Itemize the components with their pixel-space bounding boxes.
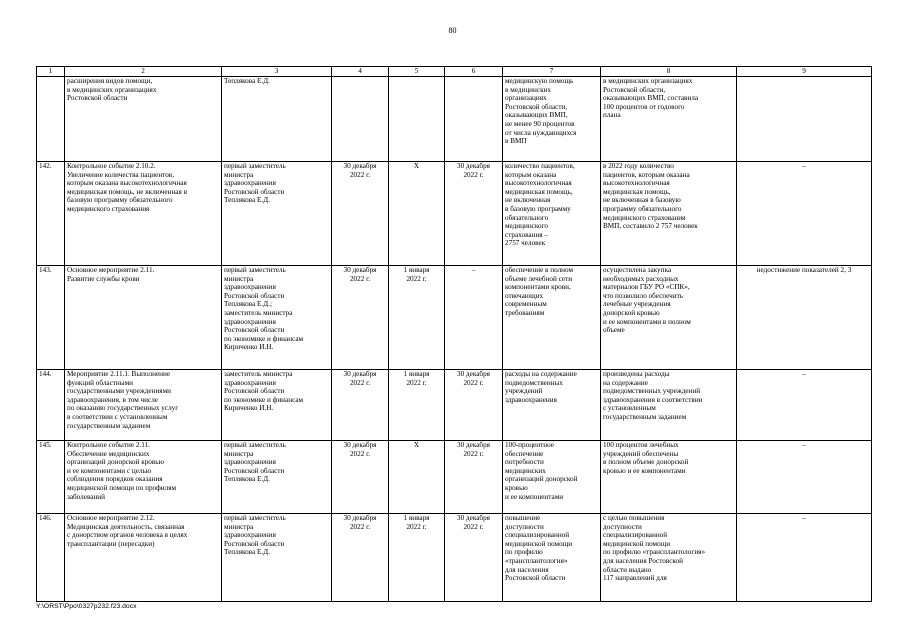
cell-text-line: Основное мероприятие 2.12.: [67, 514, 155, 522]
cell-text-line: недостижение показателей 2, 3: [756, 266, 852, 274]
cell-c4: [332, 77, 389, 162]
cell-c7: [503, 370, 601, 441]
cell-text-line: министра: [224, 170, 254, 179]
cell-text-line: необходимых расходных: [603, 274, 679, 283]
cell-text-line: Контрольное событие 2.10.2.: [67, 162, 156, 170]
cell-text-line: по экономике и финансам: [224, 334, 304, 343]
cell-c7: [503, 77, 601, 162]
cell-text-line: организаций донорской: [505, 475, 578, 484]
cell-text-line: –: [802, 441, 806, 449]
cell-text-line: здравоохранения: [505, 395, 557, 404]
cell-text-line: здравоохранения: [224, 531, 276, 540]
cell-c9: [737, 266, 872, 370]
cell-text-line: первый заместитель: [224, 266, 286, 274]
cell-text-line: государственными учреждениями: [67, 387, 172, 396]
cell-text-line: Х: [413, 441, 420, 449]
cell-text-line: не включенная в базовую: [603, 196, 681, 205]
cell-text-line: медицинская помощь,: [603, 187, 671, 196]
cell-text-line: 2022 г.: [406, 378, 427, 387]
cell-text-line: 30 декабря: [343, 162, 377, 170]
cell-text-line: плана: [603, 111, 621, 120]
column-header-3: 3: [222, 67, 332, 77]
cell-text-line: Ростовской области: [224, 291, 285, 300]
cell-text-line: Ростовской области: [224, 387, 285, 396]
cell-text-line: медицинской помощи: [505, 539, 573, 548]
cell-text-line: 2022 г.: [463, 170, 484, 179]
cell-c9: [737, 441, 872, 514]
cell-text-line: учреждений обеспечены: [603, 449, 679, 458]
cell-text-line: Ростовской области: [224, 187, 285, 196]
cell-text-line: медицинского страхования: [603, 213, 686, 222]
cell-num: [37, 370, 65, 441]
cell-c5: [389, 514, 445, 602]
cell-text-line: Ростовской области: [224, 539, 285, 548]
table-body: [37, 77, 872, 602]
cell-text-line: ВМП, составило 2 757 человек: [603, 222, 698, 231]
cell-c2: [65, 162, 222, 266]
cell-text-line: оказывающих ВМП,: [505, 111, 568, 120]
cell-num: [37, 441, 65, 514]
cell-c8: [601, 162, 737, 266]
cell-text-line: по экономике и финансам: [224, 395, 304, 404]
cell-text-line: Теплякова Е.Д.: [224, 548, 270, 557]
cell-text-line: Теплякова Е.Д.;: [224, 300, 272, 309]
cell-text-line: здравоохранения в соответствии: [603, 395, 703, 404]
cell-c8: [601, 370, 737, 441]
table-row: [37, 266, 872, 370]
cell-text-line: количество пациентов,: [505, 162, 575, 170]
column-header-9: 9: [737, 67, 872, 77]
cell-text-line: специализированной: [505, 531, 570, 540]
cell-text-line: 100 процентов от годового: [603, 102, 685, 111]
cell-c5: [389, 77, 445, 162]
cell-text-line: кровью: [505, 483, 528, 492]
cell-text-line: 2022 г.: [463, 449, 484, 458]
cell-text-line: и ее компонентами в полном: [603, 317, 691, 326]
cell-text-line: в соответствии с установленным: [67, 412, 168, 421]
cell-text-line: осуществлена закупка: [603, 266, 672, 274]
column-header-1: 1: [37, 67, 65, 77]
cell-text-line: Медицинская деятельность, связанная: [67, 522, 185, 531]
cell-text-line: Ростовской области: [224, 466, 285, 475]
cell-text-line: и ее компонентами: [505, 492, 564, 501]
cell-c5: [389, 266, 445, 370]
cell-text-line: в медицинских организациях: [603, 77, 693, 85]
table-row: [37, 77, 872, 162]
cell-text-line: 2022 г.: [406, 274, 427, 283]
cell-text-line: что позволило обеспечить: [603, 291, 684, 300]
cell-text-line: материалов ГБУ РО «СПК»,: [603, 283, 690, 292]
cell-text-line: высокотехнологичная: [505, 179, 572, 188]
cell-c8: [601, 441, 737, 514]
cell-text-line: доступности: [505, 522, 544, 531]
cell-text-line: не включенная: [505, 196, 551, 205]
cell-c6: [445, 266, 503, 370]
cell-c7: [503, 441, 601, 514]
table-header: [37, 67, 872, 77]
cell-text-line: 1 января: [403, 370, 430, 378]
cell-text-line: Мероприятие 2.11.1. Выполнение: [67, 370, 171, 378]
cell-text-line: Теплякова Е.Д.: [224, 77, 270, 85]
column-header-7: 7: [503, 67, 601, 77]
cell-text-line: здравоохранения: [224, 317, 276, 326]
cell-text-line: с донорством органов человека в целях: [67, 531, 188, 540]
cell-text-line: медицинская помощь,: [505, 187, 573, 196]
cell-c7: [503, 162, 601, 266]
cell-text-line: по профилю «трансплантология»: [603, 548, 706, 557]
cell-c3: [222, 441, 332, 514]
cell-c5: [389, 162, 445, 266]
cell-text-line: здравоохранения, в том числе: [67, 395, 158, 404]
cell-text-line: с установленным: [603, 404, 656, 413]
cell-text-line: 30 декабря: [457, 514, 490, 522]
cell-text-line: лечебные учреждения: [603, 300, 671, 309]
report-table: [36, 66, 872, 602]
cell-text-line: доступности: [603, 522, 642, 531]
cell-text-line: 2757 человек: [505, 239, 546, 248]
cell-c2: [65, 441, 222, 514]
cell-text-line: организаций донорской кровью: [67, 458, 164, 467]
table-row: [37, 162, 872, 266]
cell-text-line: страхования –: [505, 230, 548, 239]
cell-c9: [737, 77, 872, 162]
cell-text-line: «трансплантология»: [505, 556, 568, 565]
cell-c4: [332, 266, 389, 370]
cell-text-line: 30 декабря: [343, 370, 377, 378]
cell-text-line: Ростовской области: [224, 326, 285, 335]
cell-text-line: государственным заданием: [67, 421, 151, 430]
cell-c3: [222, 514, 332, 602]
cell-text-line: 30 декабря: [343, 441, 377, 449]
cell-text-line: заместитель министра: [224, 370, 293, 378]
cell-c2: [65, 266, 222, 370]
cell-text-line: объеме лечебной сети: [505, 274, 573, 283]
row-number: 142.: [39, 162, 52, 170]
cell-text-line: соблюдения порядков оказания: [67, 475, 163, 484]
cell-text-line: и ее компонентами с целью: [67, 466, 152, 475]
cell-c6: [445, 162, 503, 266]
cell-text-line: Теплякова Е.Д.: [224, 196, 270, 205]
cell-c4: [332, 162, 389, 266]
cell-c8: [601, 266, 737, 370]
cell-text-line: министра: [224, 274, 254, 283]
cell-text-line: первый заместитель: [224, 514, 286, 522]
cell-text-line: трансплантации (пересадки): [67, 539, 155, 548]
cell-text-line: объеме: [603, 326, 625, 335]
cell-text-line: отвечающих: [505, 291, 544, 300]
cell-text-line: повышение: [505, 514, 541, 522]
column-header-6: 6: [445, 67, 503, 77]
cell-c4: [332, 370, 389, 441]
cell-text-line: –: [802, 514, 806, 522]
cell-text-line: компонентами крови,: [505, 283, 571, 292]
cell-c3: [222, 77, 332, 162]
cell-text-line: по профилю: [505, 548, 543, 557]
cell-c5: [389, 441, 445, 514]
table-row: [37, 514, 872, 602]
cell-text-line: Основное мероприятие 2.11.: [67, 266, 155, 274]
column-header-2: 2: [65, 67, 222, 77]
cell-text-line: 1 января: [403, 266, 430, 274]
cell-text-line: Обеспечение медицинских: [67, 449, 150, 458]
cell-text-line: функций областными: [67, 378, 133, 387]
row-number: 146.: [39, 514, 52, 522]
cell-c9: [737, 370, 872, 441]
cell-text-line: 100 процентов лечебных: [603, 441, 679, 449]
cell-text-line: 30 декабря: [457, 162, 490, 170]
cell-text-line: здравоохранения: [224, 378, 276, 387]
cell-c4: [332, 514, 389, 602]
cell-text-line: потребности: [505, 458, 544, 467]
cell-text-line: от числа нуждающихся: [505, 128, 577, 137]
cell-text-line: базовую программу обязательного: [67, 196, 173, 205]
cell-text-line: в 2022 году количество: [603, 162, 674, 170]
cell-text-line: министра: [224, 449, 254, 458]
cell-text-line: медицинской помощи: [603, 539, 671, 548]
column-header-4: 4: [332, 67, 389, 77]
cell-text-line: 2022 г.: [406, 522, 427, 531]
cell-text-line: государственным заданием: [603, 412, 687, 421]
cell-text-line: расширения видов помощи,: [67, 77, 153, 85]
table-row: [37, 441, 872, 514]
cell-text-line: заместитель министра: [224, 308, 293, 317]
cell-c9: [737, 162, 872, 266]
cell-c3: [222, 162, 332, 266]
cell-text-line: Ростовской области,: [603, 85, 666, 94]
cell-c7: [503, 266, 601, 370]
cell-text-line: подведомственных учреждений: [603, 387, 701, 396]
cell-text-line: в медицинских организациях: [67, 85, 157, 94]
cell-text-line: в полном объеме донорской: [603, 458, 689, 467]
cell-text-line: –: [802, 370, 806, 378]
cell-text-line: 30 декабря: [343, 514, 377, 522]
cell-text-line: учреждений: [505, 387, 543, 396]
cell-text-line: высокотехнологичная: [603, 179, 670, 188]
cell-c6: [445, 441, 503, 514]
cell-c6: [445, 370, 503, 441]
cell-text-line: программу обязательного: [603, 204, 682, 213]
cell-num: [37, 266, 65, 370]
row-number: 143.: [39, 266, 52, 274]
column-header-5: 5: [389, 67, 445, 77]
cell-text-line: 30 декабря: [457, 370, 490, 378]
cell-text-line: обеспечение: [505, 449, 544, 458]
cell-text-line: Кириченко И.Н.: [224, 404, 274, 413]
cell-text-line: которым оказана: [505, 170, 557, 179]
cell-text-line: произведены расходы: [603, 370, 670, 378]
page-number: 80: [448, 26, 457, 35]
cell-text-line: по оказанию государственных услуг: [67, 404, 179, 413]
cell-text-line: медицинской помощи по профилям: [67, 483, 177, 492]
cell-text-line: области выдано: [603, 565, 652, 574]
cell-c6: [445, 77, 503, 162]
cell-num: [37, 514, 65, 602]
cell-text-line: пациентов, которым оказана: [603, 170, 690, 179]
column-header-8: 8: [601, 67, 737, 77]
cell-text-line: требованиям: [505, 308, 545, 317]
row-number: 145.: [39, 441, 52, 449]
cell-text-line: медицинская помощь, не включенная в: [67, 187, 187, 196]
cell-text-line: 100-процентное: [505, 441, 554, 449]
cell-text-line: для населения: [505, 565, 549, 574]
cell-text-line: которым оказана высокотехнологичная: [67, 179, 187, 188]
cell-text-line: в ВМП: [505, 137, 527, 146]
cell-text-line: 2022 г.: [349, 274, 371, 283]
cell-text-line: Увеличение количества пациентов,: [67, 170, 174, 179]
cell-text-line: Развитие службы крови: [67, 274, 140, 283]
cell-text-line: в медицинских: [505, 85, 551, 94]
cell-text-line: Кириченко И.Н.: [224, 343, 274, 352]
cell-text-line: на содержание: [603, 378, 648, 387]
cell-text-line: 30 декабря: [343, 266, 377, 274]
cell-c9: [737, 514, 872, 602]
cell-text-line: 30 декабря: [457, 441, 490, 449]
cell-text-line: медицинских: [505, 466, 546, 475]
cell-text-line: с целью повышения: [603, 514, 665, 522]
cell-text-line: Ростовской области: [67, 94, 128, 103]
cell-text-line: современным: [505, 300, 547, 309]
cell-text-line: обязательного: [505, 213, 549, 222]
cell-text-line: –: [471, 266, 476, 274]
cell-text-line: Ростовской области: [505, 574, 566, 583]
cell-c2: [65, 77, 222, 162]
cell-text-line: Х: [413, 162, 420, 170]
cell-text-line: 2022 г.: [349, 449, 371, 458]
cell-num: [37, 77, 65, 162]
cell-text-line: в базовую программу: [505, 204, 571, 213]
cell-text-line: Контрольное событие 2.11.: [67, 441, 150, 449]
cell-text-line: здравоохранения: [224, 458, 276, 467]
cell-text-line: –: [802, 162, 806, 170]
cell-text-line: Теплякова Е.Д.: [224, 475, 270, 484]
cell-text-line: Ростовской области,: [505, 102, 568, 111]
cell-c2: [65, 514, 222, 602]
cell-c5: [389, 370, 445, 441]
cell-text-line: заболеваний: [67, 492, 105, 501]
cell-text-line: 2022 г.: [349, 378, 371, 387]
cell-text-line: расходы на содержание: [505, 370, 577, 378]
table-row: [37, 370, 872, 441]
cell-text-line: 2022 г.: [463, 378, 484, 387]
cell-text-line: донорской кровью: [603, 308, 660, 317]
cell-text-line: здравоохранения: [224, 283, 276, 292]
cell-text-line: 2022 г.: [349, 170, 371, 179]
cell-text-line: обеспечение в полном: [505, 266, 574, 274]
cell-text-line: первый заместитель: [224, 441, 286, 449]
cell-c3: [222, 266, 332, 370]
cell-text-line: 2022 г.: [463, 522, 484, 531]
cell-c4: [332, 441, 389, 514]
cell-text-line: 2022 г.: [349, 522, 371, 531]
cell-text-line: 117 направлений для: [603, 574, 667, 583]
cell-text-line: министра: [224, 522, 254, 531]
cell-text-line: медицинского: [505, 222, 548, 231]
file-path-footer: Y:\ORST\Ppo\0327p232.f23.docx: [36, 603, 137, 610]
cell-c8: [601, 514, 737, 602]
cell-text-line: подведомственных: [505, 378, 563, 387]
cell-text-line: первый заместитель: [224, 162, 286, 170]
cell-c7: [503, 514, 601, 602]
cell-text-line: организациях: [505, 94, 547, 103]
row-number: 144.: [39, 370, 52, 378]
cell-c3: [222, 370, 332, 441]
cell-text-line: здравоохранения: [224, 179, 276, 188]
cell-c6: [445, 514, 503, 602]
cell-text-line: специализированной: [603, 531, 668, 540]
cell-text-line: 1 января: [403, 514, 430, 522]
cell-text-line: кровью и ее компонентами: [603, 466, 686, 475]
cell-c2: [65, 370, 222, 441]
cell-text-line: для населения Ростовской: [603, 556, 683, 565]
cell-text-line: оказывающих ВМП, составила: [603, 94, 699, 103]
cell-text-line: медицинского страхования: [67, 204, 150, 213]
cell-num: [37, 162, 65, 266]
cell-text-line: не менее 90 процентов: [505, 119, 575, 128]
cell-text-line: медицинскую помощь: [505, 77, 574, 85]
cell-c8: [601, 77, 737, 162]
